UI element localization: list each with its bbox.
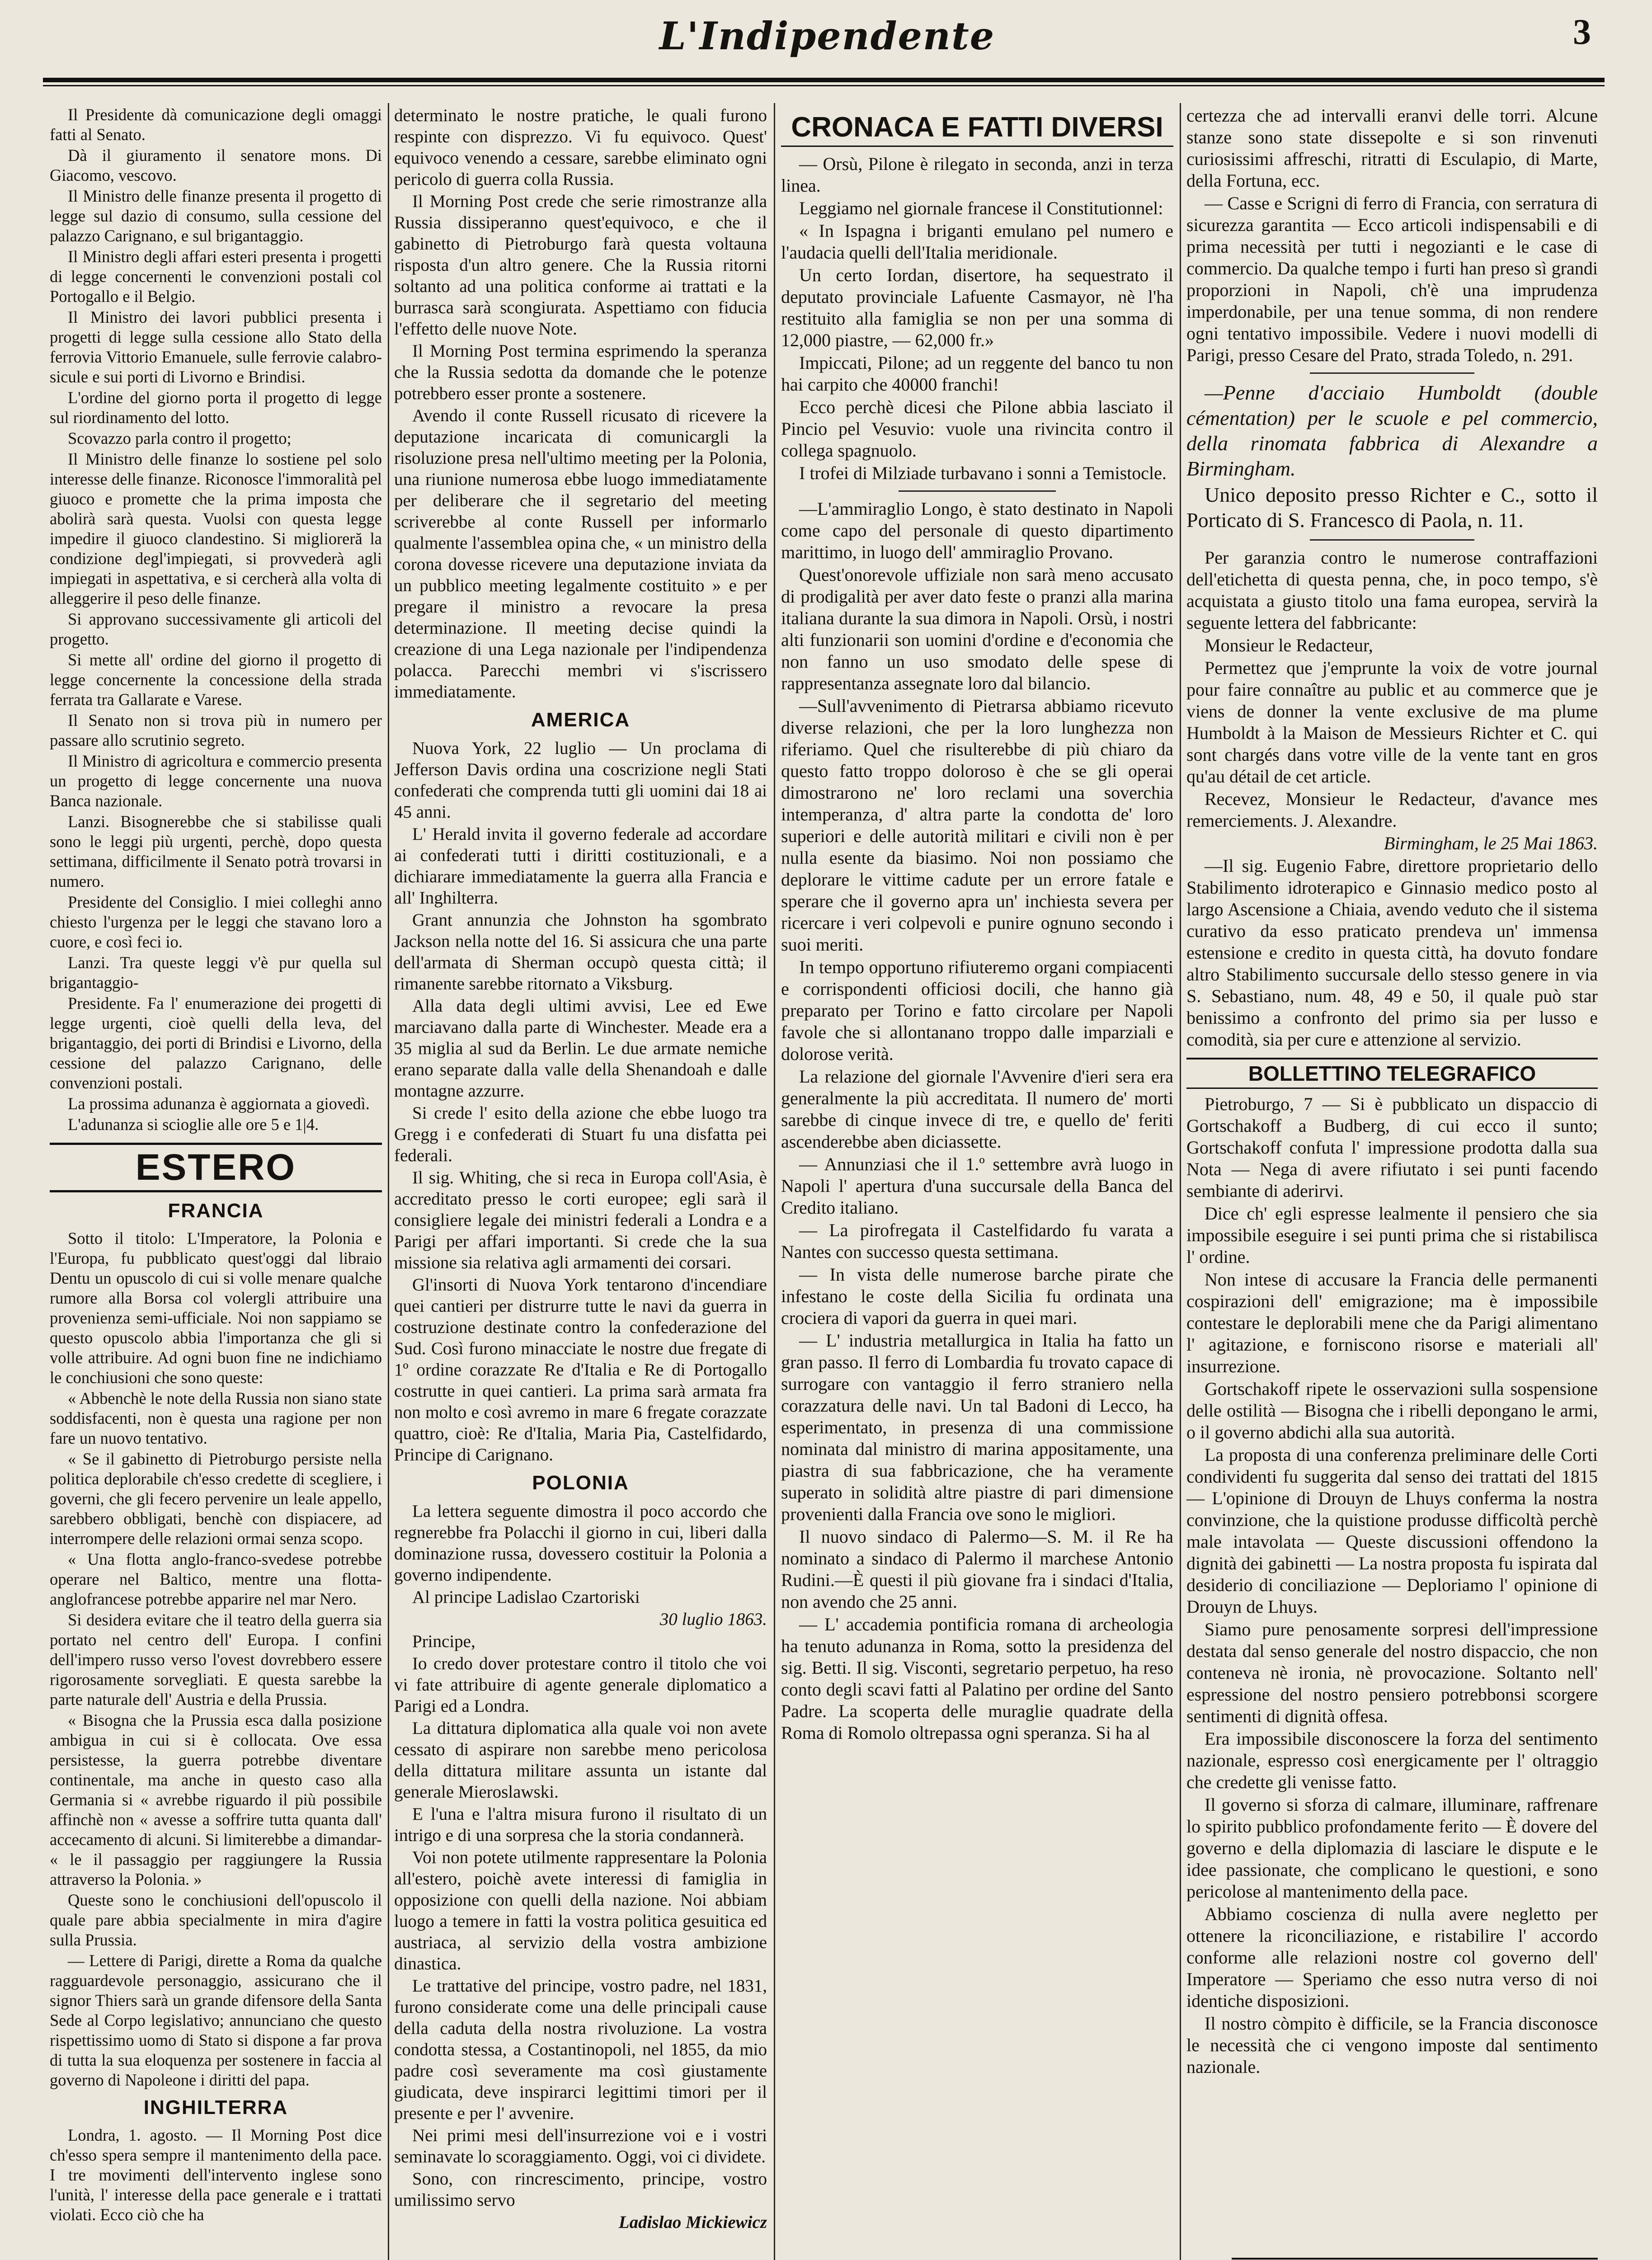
letter-addressee: Al principe Ladislao Czartoriski [412, 1587, 640, 1607]
paragraph: Presidente. Fa l' enumerazione dei progetti di legge urgenti, cioè quelli della leva, del brigantaggio, dei porti di Brindisi e Livorno, della cessione del palazzo Carignano, delle convenzioni postali. [50, 994, 382, 1092]
paragraph: — L' industria metallurgica in Italia ha fatto un gran passo. Il ferro di Lombardia fu trovato capace di surrogare con vantaggio il ferro straniero nella corazzatura delle navi. Un tal Badoni di Lecco, ha esperimentato, in presenza di una commissione nominata dal ministro di marina appositamente, una piastra di sua fabbricazione, che ha veramente superato in solidità altre piastre di pari dimensione provenienti dalla Francia ove sono le migliori. [781, 1330, 1173, 1524]
paragraph: Voi non potete utilmente rappresentare la Polonia all'estero, poichè avete interessi di famiglia in opposizione con quelli della nazione. Noi abbiam luogo a temere in fatti la vostra politica gesuitica ed austriaca, al servizio della vostra ambizione dinastica. [394, 1848, 767, 1973]
letter-signature: Ladislao Mickiewicz [618, 2213, 767, 2232]
paragraph: Gl'insorti di Nuova York tentarono d'incendiare quei cantieri per distrurre tutte le navi da guerra in costruzione destinate contro la confederazione del Sud. Così furono minacciate le nostre due fregate di 1º ordine corazzate Re d'Italia e Re di Portogallo costrutte in quei cantieri. La prima sarà armata fra non molto e così avremo in mare 6 fregate corazzate quattro, cioè: Re d'Italia, Maria Pia, Castelfidardo, Principe di Carignano. [394, 1275, 767, 1464]
paragraph: Lanzi. Tra queste leggi v'è pur quella sul brigantaggio- [50, 953, 382, 992]
paragraph: I trofei di Milziade turbavano i sonni a Temistocle. [799, 463, 1167, 483]
column-2 [394, 105, 767, 2234]
paragraph: determinato le nostre pratiche, le quali furono respinte con disprezzo. Vi fu equivoco. Quest' equivoco venendo a cessare, sarebbe eliminato ogni pericolo di guerra colla Russia. [394, 106, 767, 189]
paragraph: Io credo dover protestare contro il titolo che voi vi fate attribuire di agente generale diplomatico a Parigi ed a Londra. [394, 1654, 767, 1716]
paragraph: Londra, 1. agosto. — Il Morning Post dice ch'esso spera sempre il mantenimento della pace. I tre movimenti dell'intervento inglese sono l'unità, l' interesse della pace generale e i trattati violati. Ecco ciò che ha [50, 2126, 382, 2224]
paragraph: — Orsù, Pilone è rilegato in seconda, anzi in terza linea. [781, 154, 1173, 196]
paragraph: Il Ministro di agricoltura e commercio presenta un progetto di legge concernente una nuova Banca nazionale. [50, 752, 382, 810]
paragraph: Pietroburgo, 7 — Si è pubblicato un dispaccio di Gortschakoff a Budberg, di cui ecco il sunto; Gortschakoff confuta l' impressione prodotta dalla sua Nota — Nega di avere rifiutato i sei punti facendo sembiante di aderirvi. [1186, 1094, 1598, 1201]
masthead-rule-thin [43, 85, 1605, 86]
paragraph: Il nuovo sindaco di Palermo—S. M. il Re ha nominato a sindaco di Palermo il marchese Antonio Rudini.—È questi il più giovane fra i sindaci d'Italia, non avendo che 25 anni. [781, 1526, 1173, 1612]
paragraph: Le trattative del principe, vostro padre, nel 1831, furono considerate come una delle principali cause della caduta della nostra rivoluzione. La vostra condotta stessa, a Costantinopoli, nel 1855, da mio padre così severamente ma così giustamente giudicata, deve inspirarci legittimi timori per il presente e per l' avvenire. [394, 1976, 767, 2123]
paragraph: Il governo si sforza di calmare, illuminare, raffrenare lo spirito pubblico profondamente ferito — È dovere del governo e della diplomazia di lasciare le dispute e le idee passionate, che complicano le questioni, e sono pericolose al mantenimento della pace. [1186, 1794, 1598, 1902]
paragraph: La relazione del giornale l'Avvenire d'ieri sera era generalmente la più accreditata. Il numero de' morti sarebbe di cinque invece di tre, e quello de' feriti ascenderebbe aben diciassette. [781, 1066, 1173, 1152]
paragraph: Ecco perchè dicesi che Pilone abbia lasciato il Pincio pel Vesuvio: vuole una rivincita contro il collega spagnuolo. [781, 397, 1173, 461]
paragraph: Il Presidente dà comunicazione degli omaggi fatti al Senato. [50, 105, 382, 144]
paragraph: E l'una e l'altra misura furono il risultato di un intrigo e di una sorpresa che la storia condannerà. [394, 1804, 767, 1845]
paragraph: Si crede l' esito della azione che ebbe luogo tra Gregg i e confederati di Stuart fu una disfatta pei federali. [394, 1103, 767, 1165]
section-heading-estero: ESTERO [50, 1143, 382, 1192]
paragraph: Per garanzia contro le numerose contraffazioni dell'etichetta di questa penna, che, in poco tempo, s'è acquistata a giusto titolo una fama europea, servirà la seguente lettera del fabbricante: [1186, 547, 1598, 633]
section-heading-polonia: POLONIA [532, 1472, 629, 1494]
paragraph: Siamo pure penosamente sorpresi dell'impressione destata dal senso generale del nostro dispaccio, che non conteneva nè ironia, nè provocazione. Soltanto nell' espressione del nostro pensiero potrebbonsi scorgere sentimenti di dignità offesa. [1186, 1619, 1598, 1726]
section-heading-francia: FRANCIA [168, 1200, 264, 1222]
paragraph: Gortschakoff ripete le osservazioni sulla sospensione delle ostilità — Bisogna che i ribelli depongano le armi, o il governo abdichi alla sua autorità. [1186, 1379, 1598, 1442]
paragraph: La lettera seguente dimostra il poco accordo che regnerebbe fra Polacchi il giorno in cui, liberi dalla dominazione russa, dovessero costituir la Polonia a governo indipendente. [394, 1502, 767, 1585]
separator [1310, 539, 1474, 541]
section-heading-america: AMERICA [531, 709, 631, 731]
column-1 [50, 105, 382, 2226]
letter-date: 30 luglio 1863. [659, 1610, 767, 1629]
paragraph: « Abbenchè le note della Russia non siano state soddisfacenti, non è questa una ragione per non fare un nuovo tentativo. [50, 1389, 382, 1447]
paragraph: Il Morning Post crede che serie rimostranze alla Russia dissiperanno quest'equivoco, e che il gabinetto di Pietroburgo farà questa voltauna risposta d'un altro genere. Che la Russia ritorni soltanto ad una politica conforme ai trattati e la burrasca sarà scongiurata. Aspettiamo con fiducia l'effetto delle nuove Note. [394, 192, 767, 339]
paragraph: Scovazzo parla contro il progetto; [68, 429, 292, 447]
paragraph: — La pirofregata il Castelfidardo fu varata a Nantes con successo questa settimana. [781, 1220, 1173, 1262]
section-heading-cronaca: CRONACA E FATTI DIVERSI [781, 109, 1173, 147]
column-4 [1186, 105, 1598, 2079]
column-divider [774, 103, 775, 2260]
paragraph: —L'ammiraglio Longo, è stato destinato in Napoli come capo del personale di questo dipartimento marittimo, in luogo dell' ammiraglio Provano. [781, 499, 1173, 562]
paragraph: Il nostro còmpito è difficile, se la Francia disconosce le necessità che ci vengono imposte dal sentimento nazionale. [1186, 2013, 1598, 2077]
paragraph: Dice ch' egli espresse lealmente il pensiero che sia impossibile eseguire i sei punti prima che si ristabilisca l' ordine. [1186, 1203, 1598, 1267]
paragraph: Il Ministro dei lavori pubblici presenta i progetti di legge sulla cessione allo Stato della ferrovia Vittorio Emanuele, sulle ferrovie calabro-sicule e sui porti di Livorno e Brindisi. [50, 308, 382, 386]
column-divider [1180, 103, 1181, 2260]
section-heading-bollettino: BOLLETTINO TELEGRAFICO [1186, 1058, 1598, 1089]
separator [1310, 372, 1474, 374]
advertisement-humboldt: —Penne d'acciaio Humboldt (double cémentation) per le scuole e pel commercio, della rinomata fabbrica di Alexandre a Birmingham. [1186, 381, 1598, 480]
paragraph: Sotto il titolo: L'Imperatore, la Polonia e l'Europa, fu pubblicato quest'oggi dal libraio Dentu un opuscolo di cui si volle menare qualche rumore alla Borsa col volergli attribuire una provenienza semi-ufficiale. Noi non sappiamo se questo opuscolo abbia l'importanza che gli si volle attribuire. Ad ogni buon fine ne indichiamo le conchiusioni che sono queste: [50, 1229, 382, 1387]
letter-line: Permettez que j'emprunte la voix de votre journal pour faire connaître au public et au commerce que je viens de donner la vente exclusive de ma plume Humboldt à la Maison de Messieurs Richter et C. qui sont chargés dans votre ville de la vente tant en gros qu'au détail de cet article. [1186, 658, 1598, 786]
letter-salutation: Principe, [412, 1632, 475, 1651]
paragraph: Il Ministro delle finanze lo sostiene pel solo interesse delle finanze. Riconosce l'immoralità pel giuoco e promette che la prima imposta che abolirà sarà questa. Vuolsi con questa legge impedire il giuoco clandestino. Si miglioreră la condizione degl'impiegati, si provvederà agli impiegati in aspettativa, e si cercherà alla volta di alleggerire il peso delle finanze. [50, 450, 382, 607]
paragraph: Queste sono le conchiusioni dell'opuscolo il quale pare abbia specialmente in mira d'agire sulla Prussia. [50, 1891, 382, 1949]
paragraph: Presidente del Consiglio. I miei colleghi anno chiesto l'urgenza per le leggi che stavano loro a cuore, e così feci io. [50, 893, 382, 951]
paragraph: La prossima adunanza è aggiornata a giovedì. [68, 1094, 370, 1113]
paragraph: « Bisogna che la Prussia esca dalla posizione ambigua in cui si è collocata. Ove essa persistesse, la guerra potrebbe diventare continentale, ma anche in questo caso alla Germania si « avrebbe riguardo il più possibile affinchè non « avesse a soffrire tutta quanta dall' accecamento di alcuni. Si limiterebbe a dimandar- « le il passaggio per raggiungere la Russia attraverso la Polonia. » [50, 1711, 382, 1888]
paragraph: Il Ministro delle finanze presenta il progetto di legge sul dazio di consumo, sulla cessione del palazzo Carignano, e sul brigantaggio. [50, 187, 382, 245]
paragraph: L'adunanza si scioglie alle ore 5 e 1|4. [68, 1115, 319, 1134]
paragraph: Un certo Iordan, disertore, ha sequestrato il deputato provinciale Lafuente Casmayor, nè l'ha restituito alla famiglia se non per una somma di 12,000 piastre, — 62,000 fr.» [781, 265, 1173, 350]
page-number: 3 [1573, 12, 1591, 52]
paragraph: Quest'onorevole uffiziale non sarà meno accusato di prodigalità per aver dato feste o pranzi alla marina italiana durante la sua dimora in Napoli. Orsù, i nostri alti funzionarii son uomini d'ordine e d'economia che non fanno un uso smodato delle spese di rappresentanza assegnate loro dal bilancio. [781, 565, 1173, 693]
paragraph: Si approvano successivamente gli articoli del progetto. [50, 610, 382, 648]
paragraph: Era impossibile disconoscere la forza del sentimento nazionale, espresso così energicamente per l' oltraggio che credette gli venisse fatto. [1186, 1728, 1598, 1792]
paragraph: « In Ispagna i briganti emulano pel numero e l'audacia quelli dell'Italia meridionale. [781, 221, 1173, 263]
paragraph: — Annunziasi che il 1.º settembre avrà luogo in Napoli l' apertura d'una succursale della Banca del Credito italiano. [781, 1154, 1173, 1218]
letter-date: Birmingham, le 25 Mai 1863. [1384, 833, 1598, 853]
paragraph: Si mette all' ordine del giorno il progetto di legge concernente la concessione della strada ferrata tra Gallarate e Varese. [50, 650, 382, 709]
paragraph: Sono, con rincrescimento, principe, vostro umilissimo servo [394, 2169, 767, 2210]
paragraph: Il Senato non si trova più in numero per passare allo scrutinio segreto. [50, 711, 382, 749]
footer-responsible-manager [1232, 2258, 1598, 2260]
paragraph: « Se il gabinetto di Pietroburgo persiste nella politica deplorabile ch'esso credette di scegliere, i governi, che gli fecero pervenire un leale appello, sarebbero obbligati, benchè con dispiacere, ad interrompere delle relazioni ormai senza scopo. [50, 1450, 382, 1548]
separator [899, 490, 1055, 492]
paragraph: Alla data degli ultimi avvisi, Lee ed Ewe marciavano dalla parte di Winchester. Meade era a 35 miglia al sud da Berlin. Le due armate nemiche erano separate dalla valle della Shenandoah e dalle montagne azzurre. [394, 996, 767, 1101]
paragraph: La proposta di una conferenza preliminare delle Corti condividenti fu suggerita dal senso dei trattati del 1815 — L'opinione di Drouyn de Lhuys conferma la nostra convinzione, che la quistione produsse difficoltà perchè male intavolata — Queste discussioni offendono la dignità dei gabinetti — La nostra proposta fu ispirata dal desiderio di conciliazione — Deploriamo l' opinione di Drouyn de Lhuys. [1186, 1445, 1598, 1617]
paragraph: Il sig. Whiting, che si reca in Europa coll'Asia, è accreditato presso le corti europee; egli sarà il consigliere legale dei ministri federali a Londra e a Parigi per affari importanti. Si crede che la sua missione sia relativa agli armamenti dei corsari. [394, 1168, 767, 1272]
column-divider [388, 103, 389, 2260]
section-heading-inghilterra: INGHILTERRA [143, 2096, 288, 2119]
column-3 [781, 105, 1173, 1745]
masthead-rule [43, 78, 1605, 82]
advertisement-deposit: Unico deposito presso Richter e C., sotto il Porticato di S. Francesco di Paola, n. 11. [1186, 483, 1598, 532]
paragraph: Nei primi mesi dell'insurrezione voi e i vostri seminavate lo scoraggiamento. Oggi, voi ci dividete. [394, 2126, 767, 2166]
paragraph: — Casse e Scrigni di ferro di Francia, con serratura di sicurezza garantita — Ecco articoli indispensabili e di prima necessità per tutti i negozianti e le case di commercio. Da qualche tempo i furti han preso sì grandi proporzioni in Napoli, ch'è una imprudenza imperdonabile, per una tenue somma, di non rendere ogni tentativo impossibile. Vedere i nuovi modelli di Parigi, presso Cesare del Prato, strada Toledo, n. 291. [1186, 193, 1598, 365]
paragraph: Lanzi. Bisognerebbe che si stabilisse quali sono le leggi più urgenti, perchè, dopo questa settimana, difficilmente il Senato potrà trovarsi in numero. [50, 812, 382, 890]
paragraph: Si desidera evitare che il teatro della guerra sia portato nel centro dell' Europa. I confini dell'impero russo verso l'ovest dovrebbero essere rigorosamente sorvegliati. E questa sarebbe la parte naturale dell' Austria e della Prussia. [50, 1610, 382, 1709]
masthead [0, 0, 1652, 97]
paragraph: — Lettere di Parigi, dirette a Roma da qualche ragguardevole personaggio, assicurano che il signor Thiers sarà un grande difensore della Santa Sede al Corpo legislativo; annunciano che questo rispettissimo uomo di Stato si dispone a far prova di tutta la sua eloquenza per sostenere in faccia al governo di Napoleone i diritti del papa. [50, 1951, 382, 2089]
paragraph: Il Ministro degli affari esteri presenta i progetti di legge concernenti le convenzioni postali col Portogallo e il Belgio. [50, 247, 382, 306]
paragraph: certezza che ad intervalli eranvi delle torri. Alcune stanze sono state dissepolte e si son rinvenuti curiosissimi affreschi, ritratti di Esculapio, di Marte, della Fortuna, ecc. [1186, 105, 1598, 191]
paragraph: Dà il giuramento il senatore mons. Di Giacomo, vescovo. [50, 146, 382, 184]
paragraph: —Il sig. Eugenio Fabre, direttore proprietario dello Stabilimento idroterapico e Ginnasio medico posto al largo Ascensione a Chiaia, avendo veduto che il sistema curativo da esso praticato prendeva un' immensa estensione e credito in questa città, ha dovuto fondare altro Stabilimento succursale dello stesso genere in via S. Sebastiano, num. 48, 49 e 50, il quale può star benissimo a confronto del primo sia per lusso e comodità, sia per cure e attenzione al servizio. [1186, 856, 1598, 1050]
paragraph: Avendo il conte Russell ricusato di ricevere la deputazione incaricata di comunicargli la risoluzione presa nell'ultimo meeting per la Polonia, una riunione numerosa ebbe luogo immediatamente per deliberare che il segretario del meeting scriverebbe al conte Russell per informarlo qualmente l'assemblea opina che, « un ministro della corona dovesse ricevere una deputazione inviata da un pubblico meeting legalmente costituito » e per pregare il ministro a revocare la presa determinazione. Il meeting decise quindi la creazione di una Lega nazionale per l'indipendenza polacca. Parecchi membri vi s'iscrissero immediatamente. [394, 406, 767, 702]
letter-line: Monsieur le Redacteur, [1205, 635, 1373, 655]
paragraph: Leggiamo nel giornale francese il Constitutionnel: [799, 198, 1163, 218]
paragraph: La dittatura diplomatica alla quale voi non avete cessato di aspirare non sarebbe meno pericolosa della dittatura militare assunta un istante dal generale Mieroslawski. [394, 1719, 767, 1802]
paragraph: Il Morning Post termina esprimendo la speranza che la Russia sedotta da domande che le potenze potrebbero esser pronte a sostenere. [394, 341, 767, 403]
paragraph: — L' accademia pontificia romana di archeologia ha tenuto adunanza in Roma, sotto la presidenza del sig. Betti. Il sig. Visconti, segretario perpetuo, ha reso conto degli scavi fatti al Palatino per ordine del Santo Padre. La scoperta delle muraglie quadrate della Roma di Romolo oltrepassa ogni speranza. Si ha al [781, 1614, 1173, 1743]
paragraph: L' Herald invita il governo federale ad accordare ai confederati tutti i diritti costituzionali, e a dichiarare immediatamente la guerra alla Francia e all' Inghilterra. [394, 824, 767, 908]
paragraph: —Sull'avvenimento di Pietrarsa abbiamo ricevuto diverse relazioni, che per la loro lunghezza non riferiamo. Quel che risulterebbe di più chiaro da questo fatto troppo doloroso è che se gli operai dimostrarono ne' loro reclami una soverchia intemperanza, d' altra parte la condotta de' loro superiori e delle autorità militari e civili non è per nulla esente da biasimo. Noi non possiamo che deplorare le vittime cadute per un errore fatale e sperare che il governo apra un' inchiesta severa per ricercare i veri colpevoli e punire ognuno secondo i suoi meriti. [781, 696, 1173, 955]
letter-line: Recevez, Monsieur le Redacteur, d'avance mes remerciements. J. Alexandre. [1186, 789, 1598, 831]
paragraph: In tempo opportuno rifiuteremo organi compiacenti e corrispondenti officiosi docili, che hanno già preparato per Torino e fatto circolare per Napoli favole che si allontanano troppo dalle imparziali e dolorose verità. [781, 957, 1173, 1064]
paragraph: « Una flotta anglo-franco-svedese potrebbe operare nel Baltico, mentre una flotta-anglofrancese potrebbe apparire nel mar Nero. [50, 1550, 382, 1608]
paragraph: Non intese di accusare la Francia delle permanenti cospirazioni dell' emigrazione; ma è impossibile contestare le deplorabili mene che da Parigi alimentano l' agitazione, e forniscono risorse e materiali all' insurrezione. [1186, 1269, 1598, 1376]
paragraph: Nuova York, 22 luglio — Un proclama di Jefferson Davis ordina una coscrizione negli Stati confederati che comprenda tutti gli uomini dai 18 ai 45 anni. [394, 739, 767, 822]
paragraph: L'ordine del giorno porta il progetto di legge sul riordinamento del lotto. [50, 388, 382, 427]
paragraph: Grant annunzia che Johnston ha sgombrato Jackson nella notte del 16. Si assicura che una parte dell'armata di Sherman occupò questa città; il rimanente sarebbe ritornato a Viksburg. [394, 910, 767, 993]
paragraph: — In vista delle numerose barche pirate che infestano le coste della Sicilia fu ordinata una crociera di vapori da guerra in quei mari. [781, 1264, 1173, 1328]
paragraph: Impiccati, Pilone; ad un reggente del banco tu non hai carpito che 40000 franchi! [781, 353, 1173, 395]
newspaper-title: L'Indipendente [659, 14, 995, 58]
paragraph: Abbiamo coscienza di nulla avere negletto per ottenere la riconciliazione, e ristabilire l' accordo conforme alle relazioni nostre col governo dell' Imperatore — Speriamo che esso nutra verso di noi identiche disposizioni. [1186, 1904, 1598, 2011]
